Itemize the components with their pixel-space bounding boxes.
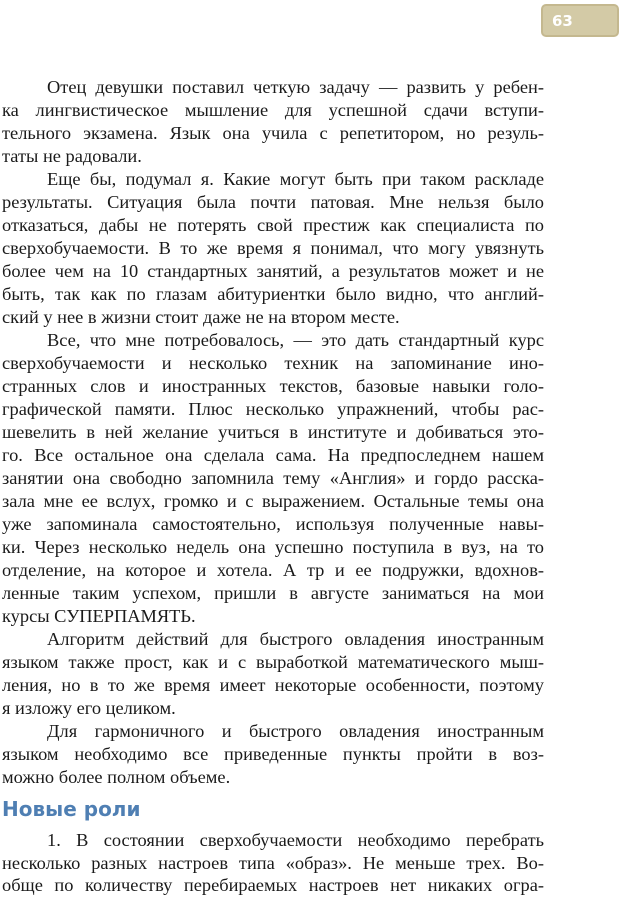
paragraph-line: графической памяти. Плюс несколько упражнений, чтобы рас- [2,399,544,419]
paragraph-line: ка лингвистическое мышление для успешной сдачи вступи- [2,100,544,120]
paragraph-line: языком также прост, как и с выработкой математического мыш- [2,652,544,672]
paragraph-line: несколько разных настроев типа «образ». Не меньше трех. Во- [2,853,544,873]
paragraph-line: отказаться, дабы не потерять свой престиж как специалиста по [2,215,544,235]
paragraph-line: можно более полном объеме. [2,767,231,787]
paragraph-line: зала мне ее вслух, громко и с выражением. Остальные темы она [2,491,544,511]
page-number-badge: 63 [541,4,619,37]
paragraph-line: сверхобучаемости и несколько техник на запоминание ино- [2,353,544,373]
paragraph-line: ский у нее в жизни стоит даже не на втором месте. [2,307,400,327]
paragraph-line: ленные таким успехом, пришли в августе заниматься на мои [2,583,544,603]
paragraph-line: Отец девушки поставил четкую задачу — развить у ребен- [47,77,544,97]
paragraph-line: странных слов и иностранных текстов, базовые навыки голо- [2,376,544,396]
paragraph-line: языком необходимо все приведенные пункты пройти в воз- [2,744,544,764]
paragraph-line: Все, что мне потребовалось, — это дать стандартный курс [47,330,544,350]
paragraph-line: 1. В состоянии сверхобучаемости необходимо перебрать [47,830,544,850]
paragraph-line: ки. Через несколько недель она успешно поступила в вуз, на то [2,537,544,557]
paragraph-line: более чем на 10 стандартных занятий, а результатов может и не [2,261,544,281]
paragraph-line: отделение, на которое и хотела. А тр и ее подружки, вдохнов- [2,560,544,580]
paragraph-line: ления, но в то же время имеет некоторые особенности, поэтому [2,675,544,695]
paragraph-line: занятии она свободно запомнила тему «Англия» и гордо расска- [2,468,544,488]
paragraph-line: сверхобучаемости. В то же время я понимал, что могу увязнуть [2,238,544,258]
paragraph-line: таты не радовали. [2,146,142,166]
paragraph-line: тельного экзамена. Язык она учила с репетитором, но резуль- [2,123,544,143]
paragraph-line: уже запоминала самостоятельно, используя полученные навы- [2,514,544,534]
paragraph-line: обще по количеству перебираемых настроев нет никаких огра- [2,875,544,895]
paragraph-line: Еще бы, подумал я. Какие могут быть при таком раскладе [47,169,544,189]
paragraph-line: я изложу его целиком. [2,698,176,718]
paragraph-line: шевелить в ней желание учиться в институте и добиваться это- [2,422,544,442]
section-heading: Новые роли [2,797,141,821]
paragraph-line: Алгоритм действий для быстрого овладения иностранным [47,629,544,649]
paragraph-line: результаты. Ситуация была почти патовая. Мне нельзя было [2,192,544,212]
paragraph-line: Для гармоничного и быстрого овладения иностранным [47,721,544,741]
paragraph-line: курсы СУПЕРПАМЯТЬ. [2,606,196,626]
paragraph-line: го. Все остальное она сделала сама. На предпоследнем нашем [2,445,544,465]
paragraph-line: быть, так как по глазам абитуриентки было видно, что англий- [2,284,544,304]
